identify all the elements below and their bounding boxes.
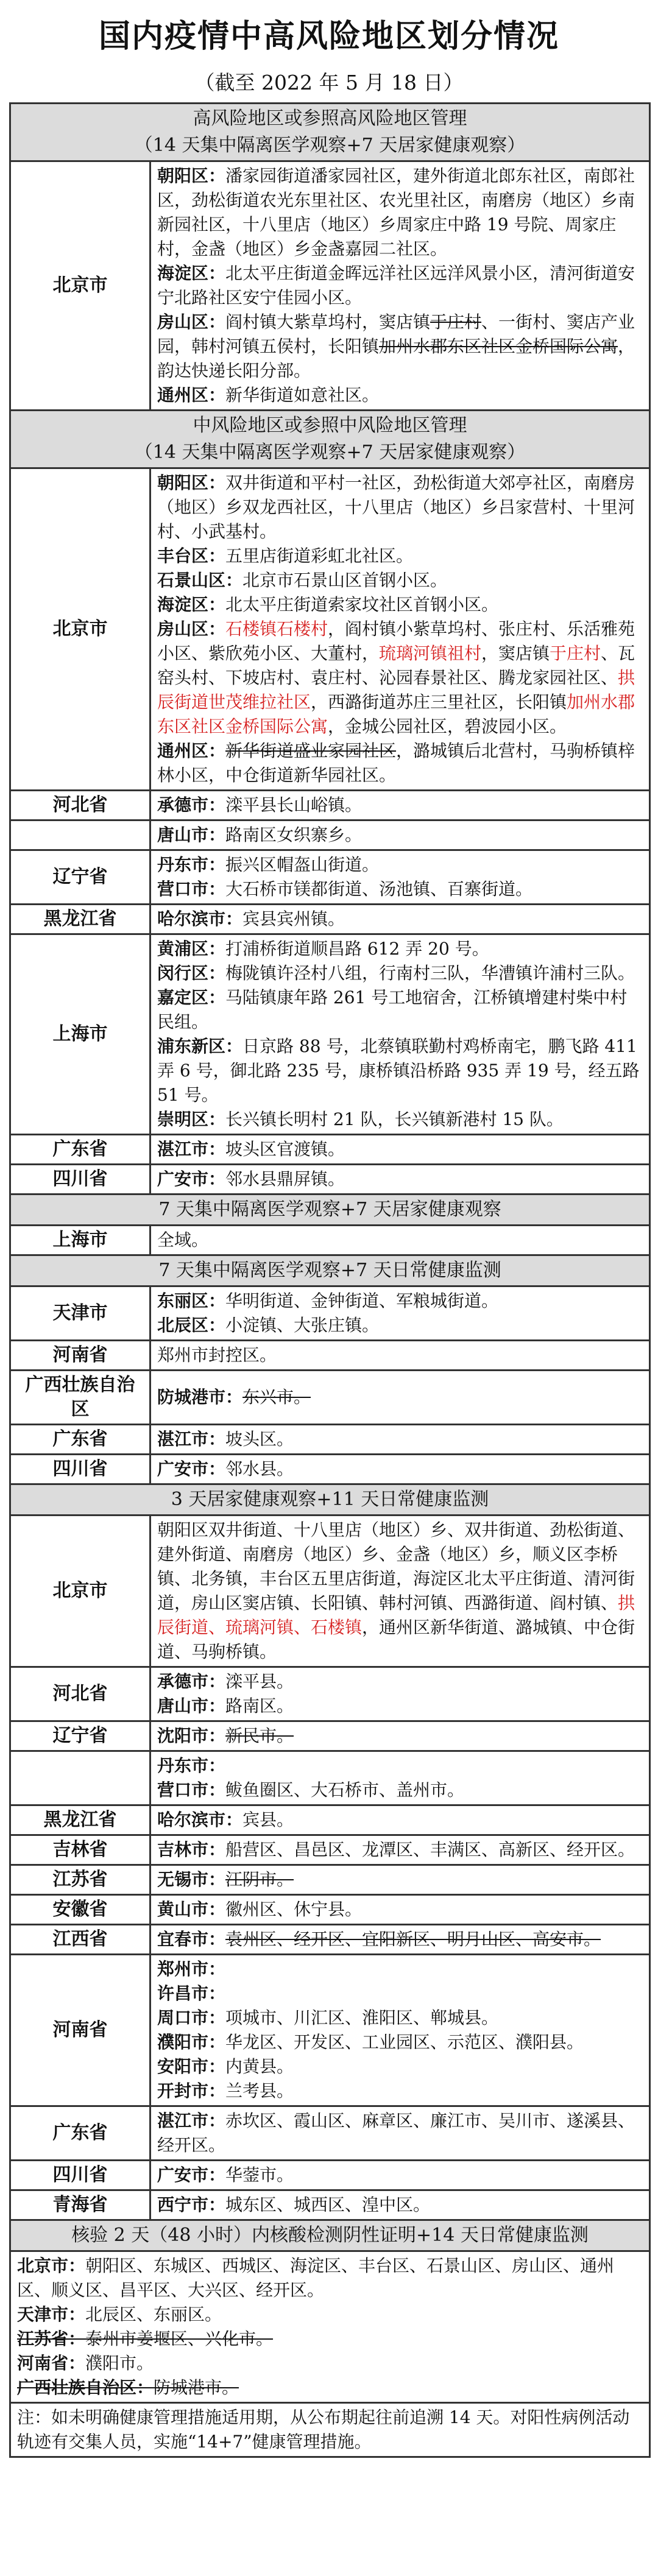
area-entry [157, 2193, 643, 2217]
page-subtitle: （截至 2022 年 5 月 18 日） [194, 71, 464, 94]
row-content [150, 2161, 650, 2190]
area-entry [157, 471, 643, 544]
district-label: 通州区： [157, 385, 226, 405]
risk-area-table [9, 102, 651, 2458]
district-label: 浦东新区： [157, 1036, 243, 1056]
area-entry [157, 1724, 643, 1748]
district-label: 丰台区： [157, 546, 226, 566]
area-entry [157, 2006, 643, 2030]
area-text: 邻水县。 [225, 1459, 294, 1479]
area-text: 东兴市。 [242, 1387, 311, 1407]
area-entry [17, 2327, 643, 2351]
area-entry [157, 1385, 643, 1410]
area-text: 郑州市封控区。 [157, 1345, 277, 1365]
area-text: 朝阳区、东城区、西城区、海淀区、丰台区、石景山区、房山区、通州区、顺义区、昌平区、大兴区、经开区。 [17, 2256, 615, 2300]
area-entry [157, 2079, 643, 2103]
district-label: 无锡市： [157, 1869, 226, 1890]
district-label: 广安市： [157, 1459, 226, 1479]
table-row [10, 2161, 650, 2190]
area-text: 长兴镇长明村 21 队，长兴镇新港村 15 队。 [225, 1109, 564, 1129]
area-text: 阎村镇大紫草坞村，窦店镇 [225, 312, 431, 332]
table-row [10, 1341, 650, 1371]
section-header-line: 中风险地区或参照中风险地区管理 [193, 415, 467, 436]
province-cell: 四川省 [10, 1165, 150, 1194]
row-content [150, 468, 650, 791]
area-entry [157, 1670, 643, 1694]
province-cell: 北京市 [10, 468, 150, 791]
province-cell: 四川省 [10, 2161, 150, 2190]
table-row [10, 850, 650, 905]
section-header-line: 7 天集中隔离医学观察+7 天日常健康监测 [158, 1260, 501, 1281]
row-content [150, 1371, 650, 1425]
area-entry [157, 1313, 643, 1338]
area-text: 内黄县。 [225, 2056, 294, 2077]
district-label: 通州区： [157, 741, 226, 761]
area-text: ，西潞街道苏庄三里社区，长阳镇 [311, 692, 567, 712]
section-header-line: 核验 2 天（48 小时）内核酸检测阴性证明+14 天日常健康监测 [71, 2225, 589, 2246]
area-text: 船营区、昌邑区、龙潭区、丰满区、高新区、经开区。 [225, 1840, 635, 1860]
province-cell: 广西壮族自治区 [10, 1371, 150, 1425]
district-label: 海淀区： [157, 263, 226, 283]
page-title: 国内疫情中高风险地区划分情况 [98, 18, 559, 55]
row-content [150, 1135, 650, 1165]
area-text: 江阴市。 [225, 1869, 294, 1890]
province-cell: 广东省 [10, 2106, 150, 2161]
area-entry [157, 1457, 643, 1481]
district-label: 濮阳市： [157, 2032, 226, 2052]
district-label: 吉林市： [157, 1840, 226, 1860]
area-text: 朝阳区双井街道、十八里店（地区）乡、双井街道、劲松街道、建外街道、南磨房（地区）乡、金盏（地区）乡，顺义区李桥镇、北务镇，丰台区五里店街道，海淀区北太平庄街道、清河街道，房山区窦店镇、长阳镇、韩村河镇、西潞街道、阎村镇、 [157, 1520, 635, 1613]
area-entry [157, 2163, 643, 2187]
section-header-line: 高风险地区或参照高风险地区管理 [193, 108, 467, 129]
section-header [10, 1255, 650, 1286]
area-text: 滦平县。 [225, 1671, 294, 1692]
district-label: 黄山市： [157, 1899, 226, 1919]
province-cell: 黑龙江省 [10, 905, 150, 934]
area-text: 华龙区、开发区、工业园区、示范区、濮阳县。 [225, 2032, 584, 2052]
row-content [150, 1721, 650, 1751]
area-text: 琉璃河镇祖村 [379, 643, 482, 663]
province-cell: 黑龙江省 [10, 1805, 150, 1835]
area-text: 加州水郡东区社区金桥国际公寓 [157, 692, 635, 736]
section-header [10, 1194, 650, 1226]
area-text: 加州水郡东区社区金桥国际公寓 [379, 336, 618, 356]
area-entry [157, 937, 643, 961]
district-label: 广安市： [157, 1169, 226, 1189]
section-header-row [10, 104, 650, 161]
section-header-line: 3 天居家健康观察+11 天日常健康监测 [171, 1489, 489, 1510]
table-row [10, 820, 650, 850]
area-entry [157, 1981, 643, 2006]
table-row [10, 1286, 650, 1341]
province-cell: 河北省 [10, 791, 150, 820]
table-row [10, 1955, 650, 2106]
area-text: 于庄村 [550, 643, 601, 663]
district-label: 郑州市： [157, 1959, 226, 1979]
area-text: ，阎村镇小紫草坞村、张庄村、乐活雅苑小区、紫欣苑小区、大董村， [157, 619, 635, 663]
area-entry [157, 1808, 643, 1832]
area-text: 五里店街道彩虹北社区。 [225, 546, 414, 566]
row-content [150, 1925, 650, 1955]
row-content [150, 1667, 650, 1721]
area-text: ，通州区新华街道、潞城镇、中仓街道、马驹桥镇。 [157, 1617, 635, 1662]
district-label: 广西壮族自治区： [17, 2377, 154, 2398]
area-text: 、一街村、窦店产业园，韩村河镇五侯村，长阳镇 [157, 312, 635, 356]
row-content [150, 934, 650, 1135]
area-entry [157, 1778, 643, 1802]
table-row [10, 1721, 650, 1751]
area-entry [157, 1754, 643, 1778]
district-label: 朝阳区： [157, 166, 226, 186]
district-label: 河南省： [17, 2353, 86, 2373]
district-label: 黄浦区： [157, 939, 226, 959]
district-label: 北京市： [17, 2256, 86, 2276]
area-text: 赤坎区、霞山区、麻章区、廉江市、吴川市、遂溪县、经开区。 [157, 2111, 635, 2155]
province-cell: 河北省 [10, 1667, 150, 1721]
area-text: 新华街道如意社区。 [225, 385, 380, 405]
row-content [10, 2251, 650, 2403]
area-entry [157, 823, 643, 847]
row-content [150, 1865, 650, 1895]
area-text: 坡头区。 [225, 1429, 294, 1449]
area-entry [157, 1137, 643, 1162]
district-label: 丹东市： [157, 1756, 226, 1776]
area-text: 新民市。 [225, 1726, 294, 1746]
district-label: 天津市： [17, 2304, 86, 2324]
table-row [10, 1805, 650, 1835]
table-row [10, 1455, 650, 1484]
area-entry [157, 1927, 643, 1952]
area-text: ，窦店镇 [481, 643, 550, 663]
table-row [10, 934, 650, 1135]
district-label: 广安市： [157, 2165, 226, 2185]
table-row [10, 1925, 650, 1955]
district-label: 安阳市： [157, 2056, 226, 2077]
district-label: 海淀区： [157, 595, 226, 615]
area-entry [17, 2254, 643, 2303]
area-text: 泰州市姜堰区、兴化市。 [85, 2329, 274, 2349]
area-text: 双井街道和平村一社区，劲松街道大郊亭社区，南磨房（地区）乡双龙西社区，十八里店（地区）乡吕家营村、十里河村、小武基村。 [157, 473, 635, 542]
section-header [10, 2220, 650, 2251]
row-content [150, 1226, 650, 1255]
area-entry [157, 1167, 643, 1191]
table-row [10, 905, 650, 934]
row-content [150, 1341, 650, 1371]
area-entry [157, 383, 643, 408]
province-cell: 上海市 [10, 1226, 150, 1255]
province-cell: 四川省 [10, 1455, 150, 1484]
area-entry [157, 1838, 643, 1862]
area-entry [157, 310, 643, 383]
district-label: 房山区： [157, 312, 226, 332]
district-label: 唐山市： [157, 825, 226, 845]
district-label: 湛江市： [157, 1139, 226, 1159]
table-row [10, 1667, 650, 1721]
area-entry [157, 1868, 643, 1892]
table-row [10, 161, 650, 411]
area-text: ，韵达快递长阳分部。 [157, 336, 635, 381]
province-cell: 天津市 [10, 1286, 150, 1341]
table-row [10, 1895, 650, 1925]
area-text: 振兴区帽盔山街道。 [225, 855, 380, 875]
section-header [10, 1484, 650, 1516]
area-text: 华明街道、金钟街道、军粮城街道。 [225, 1291, 499, 1311]
district-label: 周口市： [157, 2008, 226, 2028]
province-cell: 青海省 [10, 2190, 150, 2220]
area-text: 马陆镇康年路 261 号工地宿舍，江桥镇增建村柴中村民组。 [157, 987, 628, 1032]
district-label: 开封市： [157, 2081, 226, 2101]
area-text: 濮阳市。 [85, 2353, 154, 2373]
district-label: 湛江市： [157, 2111, 226, 2131]
area-text: 新华街道盛业家园社区 [225, 741, 397, 761]
area-text: 城东区、城西区、湟中区。 [225, 2195, 431, 2215]
row-content [150, 1955, 650, 2106]
table-row [10, 2251, 650, 2403]
district-label: 承德市： [157, 1671, 226, 1692]
area-entry [157, 1289, 643, 1313]
area-text: 滦平县长山峪镇。 [225, 795, 363, 815]
section-header-row [10, 1194, 650, 1226]
row-content [150, 1165, 650, 1194]
note-row [10, 2403, 650, 2457]
district-label: 许昌市： [157, 1983, 226, 2003]
area-text: 华蓥市。 [225, 2165, 294, 2185]
area-text: ，金城公园社区，碧波园小区。 [328, 716, 567, 736]
area-entry [157, 568, 643, 593]
row-content [150, 1835, 650, 1865]
area-text: 防城港市。 [154, 2377, 239, 2398]
table-row [10, 468, 650, 791]
province-cell: 北京市 [10, 161, 150, 411]
district-label: 哈尔滨市： [157, 909, 243, 929]
province-cell: 河南省 [10, 1955, 150, 2106]
area-text: 宾县。 [242, 1810, 294, 1830]
area-entry [157, 1343, 643, 1367]
district-label: 嘉定区： [157, 987, 226, 1007]
area-text: 邻水县鼎屏镇。 [225, 1169, 345, 1189]
area-text: 、瓦窑头村、下坡店村、袁庄村、沁园春景社区、腾龙家园社区、 [157, 643, 635, 688]
area-text: 徽州区、休宁县。 [225, 1899, 363, 1919]
row-content [150, 820, 650, 850]
area-entry [157, 2055, 643, 2079]
area-entry [157, 1427, 643, 1452]
area-text: 打浦桥街道顺昌路 612 弄 20 号。 [225, 939, 489, 959]
section-header [10, 104, 650, 161]
province-cell: 北京市 [10, 1516, 150, 1667]
row-content [150, 905, 650, 934]
table-row [10, 791, 650, 820]
province-cell: 广东省 [10, 1425, 150, 1455]
area-entry [157, 544, 643, 568]
table-row [10, 1135, 650, 1165]
area-text: 路南区女织寨乡。 [225, 825, 363, 845]
area-text: 北辰区、东丽区。 [85, 2304, 222, 2324]
area-text: 北太平庄街道金晖远洋社区远洋风景小区，清河街道安宁北路社区安宁佳园小区。 [157, 263, 635, 308]
area-entry [157, 986, 643, 1034]
district-label: 营口市： [157, 1780, 226, 1800]
section-header-row [10, 1255, 650, 1286]
district-label: 闵行区： [157, 963, 226, 983]
area-entry [157, 853, 643, 877]
area-entry [17, 2303, 643, 2327]
area-text: 项城市、川汇区、淮阳区、郸城县。 [225, 2008, 499, 2028]
area-text: 石楼镇石楼村 [225, 619, 328, 639]
area-text: 北太平庄街道索家坟社区首钢小区。 [225, 595, 499, 615]
district-label: 宜春市： [157, 1929, 226, 1949]
area-entry [157, 1107, 643, 1132]
area-entry [157, 907, 643, 931]
note-cell: 注：如未明确健康管理措施适用期，从公布期起往前追溯 14 天。对阳性病例活动轨迹有交集人员，实施“14+7”健康管理措施。 [10, 2403, 650, 2457]
table-row [10, 1835, 650, 1865]
province-cell: 辽宁省 [10, 1721, 150, 1751]
section-header-line: 7 天集中隔离医学观察+7 天居家健康观察 [158, 1199, 501, 1220]
row-content [150, 1751, 650, 1805]
table-row [10, 1865, 650, 1895]
section-header-row [10, 411, 650, 468]
district-label: 北辰区： [157, 1315, 226, 1335]
table-row [10, 1226, 650, 1255]
area-text: 宾县宾州镇。 [242, 909, 345, 929]
table-row [10, 1751, 650, 1805]
area-text: 日京路 88 号，北蔡镇联勤村鸡桥南宅，鹏飞路 411 弄 6 号，御北路 235 号，康桥镇沿桥路 935 弄 19 号，经五路 51 号。 [157, 1036, 640, 1105]
area-text: 大石桥市镁都街道、汤池镇、百寨街道。 [225, 879, 533, 899]
section-header-row [10, 2220, 650, 2251]
area-entry [157, 617, 643, 739]
province-cell: 江苏省 [10, 1865, 150, 1895]
area-entry [157, 261, 643, 310]
province-cell [10, 1751, 150, 1805]
area-entry [157, 593, 643, 617]
row-content [150, 1286, 650, 1341]
area-text: 拱辰街道、琉璃河镇、石楼镇 [157, 1593, 635, 1637]
area-entry [157, 1694, 643, 1718]
district-label: 唐山市： [157, 1696, 226, 1716]
row-content [150, 2106, 650, 2161]
row-content [150, 1425, 650, 1455]
province-cell: 江西省 [10, 1925, 150, 1955]
area-entry [157, 961, 643, 986]
area-text: 全域。 [157, 1230, 209, 1250]
area-text: 路南区。 [225, 1696, 294, 1716]
section-header [10, 411, 650, 468]
area-text: 兰考县。 [225, 2081, 294, 2101]
district-label: 石景山区： [157, 570, 243, 590]
district-label: 朝阳区： [157, 473, 226, 493]
province-cell [10, 820, 150, 850]
table-row [10, 2190, 650, 2220]
area-text: 袁州区、经开区、宜阳新区、明月山区、高安市。 [225, 1929, 601, 1949]
area-entry [17, 2351, 643, 2376]
area-entry [157, 2030, 643, 2055]
district-label: 西宁市： [157, 2195, 226, 2215]
area-text: 北京市石景山区首钢小区。 [242, 570, 448, 590]
area-entry [157, 1957, 643, 1981]
area-text: 鲅鱼圈区、大石桥市、盖州市。 [225, 1780, 465, 1800]
area-entry [157, 793, 643, 817]
area-entry [157, 1228, 643, 1252]
district-label: 防城港市： [157, 1387, 243, 1407]
row-content [150, 2190, 650, 2220]
province-cell: 上海市 [10, 934, 150, 1135]
province-cell: 安徽省 [10, 1895, 150, 1925]
table-row [10, 2106, 650, 2161]
section-header-row [10, 1484, 650, 1516]
district-label: 哈尔滨市： [157, 1810, 243, 1830]
district-label: 营口市： [157, 879, 226, 899]
district-label: 湛江市： [157, 1429, 226, 1449]
area-entry [157, 739, 643, 788]
section-header-line: （14 天集中隔离医学观察+7 天居家健康观察） [134, 442, 526, 463]
area-entry [157, 2109, 643, 2158]
table-row [10, 1165, 650, 1194]
area-entry [157, 1897, 643, 1922]
area-text: 小淀镇、大张庄镇。 [225, 1315, 380, 1335]
section-header-line: （14 天集中隔离医学观察+7 天居家健康观察） [134, 135, 526, 156]
district-label: 崇明区： [157, 1109, 226, 1129]
area-text: 于庄村 [430, 312, 482, 332]
district-label: 东丽区： [157, 1291, 226, 1311]
province-cell: 吉林省 [10, 1835, 150, 1865]
area-text: 拱辰街道世茂维拉社区 [157, 668, 635, 712]
row-content [150, 791, 650, 820]
district-label: 沈阳市： [157, 1726, 226, 1746]
district-label: 房山区： [157, 619, 226, 639]
area-text: 潘家园街道潘家园社区，建外街道北郎东社区，南郎社区，劲松街道农光东里社区、农光里社区，南磨房（地区）乡南新园社区，十八里店（地区）乡周家庄中路 19 号院、周家庄村，金盏（地区）乡金盏嘉园二社区。 [157, 166, 635, 259]
province-cell: 广东省 [10, 1135, 150, 1165]
area-text: 梅陇镇许泾村八组，行南村三队，华漕镇许浦村三队。 [225, 963, 635, 983]
row-content [150, 161, 650, 411]
table-row [10, 1425, 650, 1455]
district-label: 承德市： [157, 795, 226, 815]
district-label: 江苏省： [17, 2329, 86, 2349]
area-text: ，潞城镇后北营村，马驹桥镇梓林小区，中仓街道新华园社区。 [157, 741, 635, 785]
province-cell: 辽宁省 [10, 850, 150, 905]
area-entry [157, 164, 643, 261]
row-content [150, 1805, 650, 1835]
area-entry [157, 1518, 643, 1664]
row-content [150, 1516, 650, 1667]
province-cell: 河南省 [10, 1341, 150, 1371]
table-row [10, 1371, 650, 1425]
row-content [150, 1455, 650, 1484]
row-content [150, 1895, 650, 1925]
area-entry [157, 877, 643, 902]
area-text: 坡头区官渡镇。 [225, 1139, 345, 1159]
table-row [10, 1516, 650, 1667]
area-entry [17, 2376, 643, 2400]
row-content [150, 850, 650, 905]
district-label: 丹东市： [157, 855, 226, 875]
area-entry [157, 1034, 643, 1107]
